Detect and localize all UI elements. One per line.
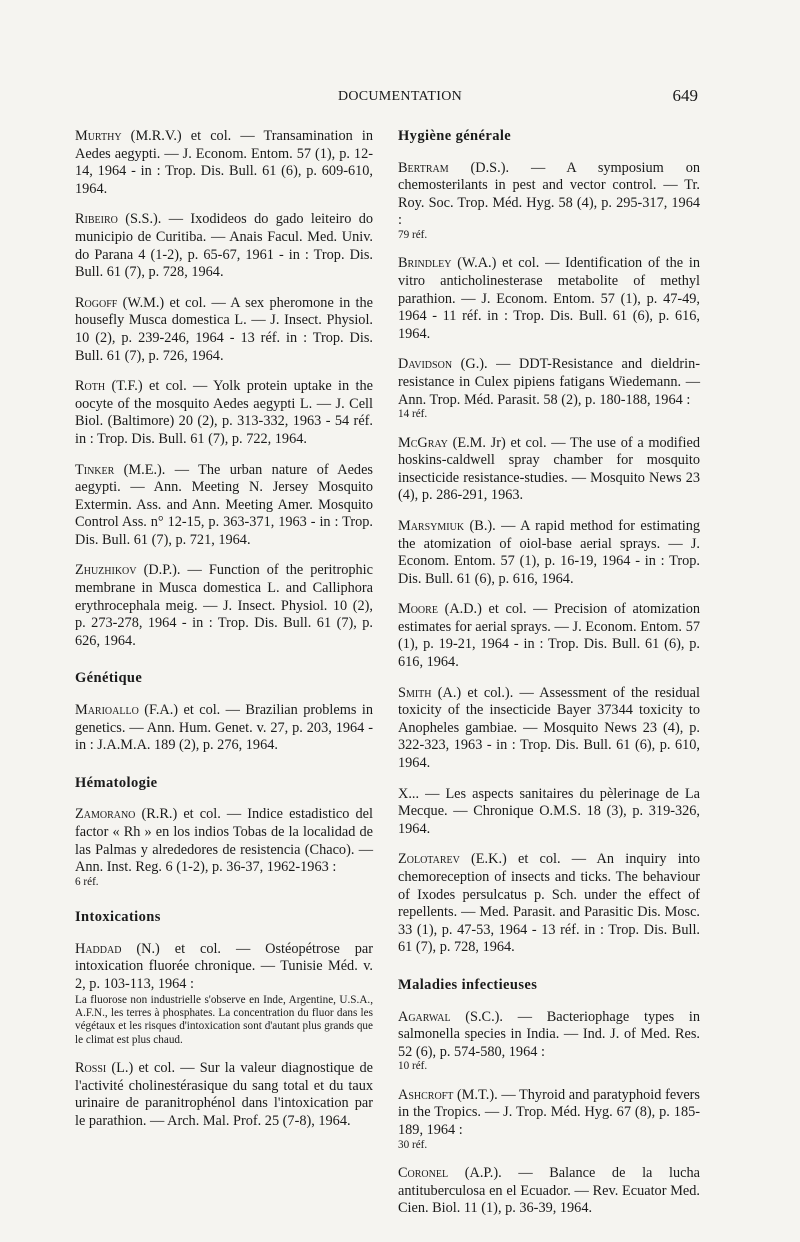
bibliography-entry (398, 786, 700, 839)
entry-note: 14 réf. (398, 408, 428, 421)
entry-author: Haddad (75, 940, 122, 957)
entry-author: Zamorano (75, 806, 136, 823)
entry-citation: (W.M.) et col. — A sex pheromone in the housefly Musca domestica L. — J. Insect. Physiol. 10 (2), p. 239-246, 1964 - 13 réf. in : Trop. Dis. Bull. 61 (7), p. 726, 1964. (75, 294, 373, 364)
bibliography-entry (75, 378, 373, 448)
entry-author: McGray (398, 434, 448, 451)
entry-citation: (M.E.). — The urban nature of Aedes aegypti. — Ann. Meeting N. Jersey Mosquito Extermin. Ass. and Ann. Meeting Amer. Mosquito Control Ass. n° 12-15, p. 363-371, 1963 - in : Trop. Dis. Bull. 61 (7), p. 721, 1964. (75, 461, 373, 548)
entry-author: Smith (398, 684, 432, 701)
entry-citation: (A.D.) et col. — Precision of atomization estimates for aerial sprays. — J. Econom. Entom. 57 (1), p. 19-21, 1964 - in : Trop. Dis. Bull. 61 (6), p. 616, 1964. (398, 601, 700, 671)
entry-note: 10 réf. (398, 1060, 428, 1073)
entry-author: Bertram (398, 159, 449, 176)
entry-citation: (T.F.) et col. — Yolk protein uptake in the oocyte of the mosquito Aedes aegypti L. — J. Cell Biol. (Baltimore) 20 (2), p. 313-332, 1963 - 54 réf. in : Trop. Dis. Bull. 61 (7), p. 722, 1964. (75, 378, 373, 447)
bibliography-entry (398, 851, 700, 957)
entry-author: Zolotarev (398, 851, 460, 868)
entry-note: 6 réf. (75, 875, 99, 888)
entry-citation: (F.A.) et col. — Brazilian problems in genetics. — Ann. Hum. Genet. v. 27, p. 203, 1964 - in : J.A.M.A. 189 (2), p. 276, 1964. (75, 702, 373, 754)
entry-citation: (D.P.). — Function of the peritrophic membrane in Musca domestica L. and Calliphora erythrocephala meig. — J. Insect. Physiol. 10 (2), p. 273-278, 1964 - in : Trop. Dis. Bull. 61 (7), p. 626, 1964. (75, 562, 373, 649)
left-column (75, 128, 373, 1144)
bibliography-entry (75, 462, 373, 550)
entry-citation: (M.T.). — Thyroid and paratyphoid fevers in the Tropics. — J. Trop. Méd. Hyg. 67 (8), p. 185-189, 1964 : (398, 1086, 700, 1138)
entry-author: Marsymiuk (398, 517, 465, 534)
entry-citation: (A.) et col.). — Assessment of the residual toxicity of the insecticide Bayer 37344 toxicity to Anopheles gambiae. — Mosquito News 23 (4), p. 322-323, 1963 - in : Trop. Dis. Bull. 61 (6), p. 610, 1964. (398, 684, 700, 772)
entry-author: Rossi (75, 1060, 107, 1077)
bibliography-entry (75, 128, 373, 198)
entry-author: Coronel (398, 1164, 449, 1181)
entry-citation: (M.R.V.) et col. — Transamination in Aedes aegypti. — J. Econom. Entom. 57 (1), p. 12-14, 1964 - in : Trop. Dis. Bull. 61 (6), p. 609-610, 1964. (75, 128, 373, 197)
entry-citation: (A.P.). — Balance de la lucha antituberculosa en el Ecuador. — Rev. Ecuator Med. Cien. Biol. 11 (1), p. 36-39, 1964. (398, 1164, 700, 1217)
entry-citation: (W.A.) et col. — Identification of the in vitro anticholinesterase metabolite of methyl parathion. — J. Econom. Entom. 57 (1), p. 47-49, 1964 - 11 réf. in : Trop. Dis. Bull. 61 (6), p. 616, 1964. (398, 255, 700, 342)
bibliography-entry (75, 941, 373, 1047)
entry-author: Ashcroft (398, 1086, 454, 1103)
entry-author: Zhuzhikov (75, 562, 137, 579)
section-heading: Hématologie (75, 774, 158, 791)
entry-author: Agarwal (398, 1008, 451, 1025)
entry-author: X... (398, 785, 420, 802)
bibliography-entry (75, 806, 373, 889)
entry-author: Brindley (398, 255, 452, 272)
bibliography-entry (75, 562, 373, 650)
entry-citation: (D.S.). — A symposium on chemosterilants in pest and vector control. — Tr. Roy. Soc. Trop. Méd. Hyg. 58 (4), p. 295-317, 1964 : (398, 159, 700, 229)
entry-author: Davidson (398, 356, 453, 373)
entry-citation: (E.M. Jr) et col. — The use of a modified hoskins-caldwell spray chamber for mosquito insecticide resistance-studies. — Mosquito News 23 (4), p. 286-291, 1963. (398, 434, 700, 504)
section-heading: Intoxications (75, 909, 161, 926)
running-title: DOCUMENTATION (337, 89, 463, 104)
entry-author: Tinker (75, 461, 115, 478)
entry-citation: (S.S.). — Ixodideos do gado leiteiro do municipio de Curitiba. — Anais Facul. Med. Univ. do Parana 4 (1-2), p. 65-67, 1961 - in : Trop. Dis. Bull. 61 (7), p. 728, 1964. (75, 211, 373, 281)
section-heading: Hygiène générale (398, 128, 512, 144)
entry-note: 79 réf. (398, 228, 428, 241)
bibliography-entry (75, 1060, 373, 1130)
bibliography-entry (398, 356, 700, 421)
section-heading: Génétique (75, 670, 143, 687)
bibliography-entry (398, 435, 700, 505)
bibliography-entry (398, 1009, 700, 1074)
entry-author: Marioallo (75, 702, 139, 719)
entry-author: Murthy (75, 128, 122, 144)
entry-citation: (G.). — DDT-Resistance and dieldrin-resistance in Culex pipiens fatigans Wiedemann. — Ann. Trop. Méd. Parasit. 58 (2), p. 180-188, 1964 : (398, 356, 700, 408)
right-column (398, 128, 700, 1231)
section-heading: Maladies infectieuses (398, 976, 538, 993)
entry-author: Ribeiro (75, 211, 118, 228)
entry-author: Rogoff (75, 294, 118, 311)
bibliography-entry (398, 1087, 700, 1152)
entry-citation: (S.C.). — Bacteriophage types in salmonella species in India. — Ind. J. of Med. Res. 52 (6), p. 574-580, 1964 : (398, 1008, 700, 1060)
entry-citation: (R.R.) et col. — Indice estadistico del factor « Rh » en los indios Tobas de la localidad de las Palmas y alrededores de resistencia (Chaco). — Ann. Inst. Reg. 6 (1-2), p. 36-37, 1962-1963 : (75, 806, 373, 876)
entry-author: Moore (398, 601, 438, 618)
bibliography-entry (398, 601, 700, 671)
entry-citation: — Les aspects sanitaires du pèlerinage de La Mecque. — Chronique O.M.S. 18 (3), p. 319-326, 1964. (398, 785, 700, 837)
entry-citation: (B.). — A rapid method for estimating the atomization of oiol-base aerial sprays. — J. Econom. Entom. 57 (1), p. 16-19, 1964 - in : Trop. Dis. Bull. 61 (6), p. 616, 1964. (398, 517, 700, 587)
entry-citation: (E.K.) et col. — An inquiry into chemoreception of insects and ticks. The behaviour of Ixodes persulcatus p. Sch. under the effect of repellents. — Med. Parasit. and Parasitic Dis. Mosc. 33 (1), p. 47-53, 1964 - 13 réf. in : Trop. Dis. Bull. 61 (7), p. 728, 1964. (398, 851, 700, 956)
bibliography-entry (75, 702, 373, 755)
bibliography-entry (398, 160, 700, 243)
bibliography-entry (398, 685, 700, 773)
entry-author: Roth (75, 378, 106, 395)
page-number: 649 (672, 86, 698, 105)
bibliography-entry (398, 518, 700, 588)
bibliography-entry (75, 211, 373, 281)
entry-note: 30 réf. (398, 1138, 428, 1151)
bibliography-entry (398, 1165, 700, 1218)
entry-note: La fluorose non industrielle s'observe en Inde, Argentine, U.S.A., A.F.N., les terres à phosphates. La concentration du fluor dans les végétaux et les risques d'intoxication sont d'autant plus grands que le climat est plus chaud. (75, 993, 373, 1046)
bibliography-entry (75, 295, 373, 365)
bibliography-entry (398, 255, 700, 343)
entry-citation: (N.) et col. — Ostéopétrose par intoxication fluorée chronique. — Tunisie Méd. v. 2, p. 103-113, 1964 : (75, 940, 373, 992)
entry-citation: (L.) et col. — Sur la valeur diagnostique de l'activité cholinestérasique du sang total et du taux urinaire de paranitrophénol dans l'intoxication par le parathion. — Arch. Mal. Prof. 25 (7-8), 1964. (75, 1060, 373, 1129)
